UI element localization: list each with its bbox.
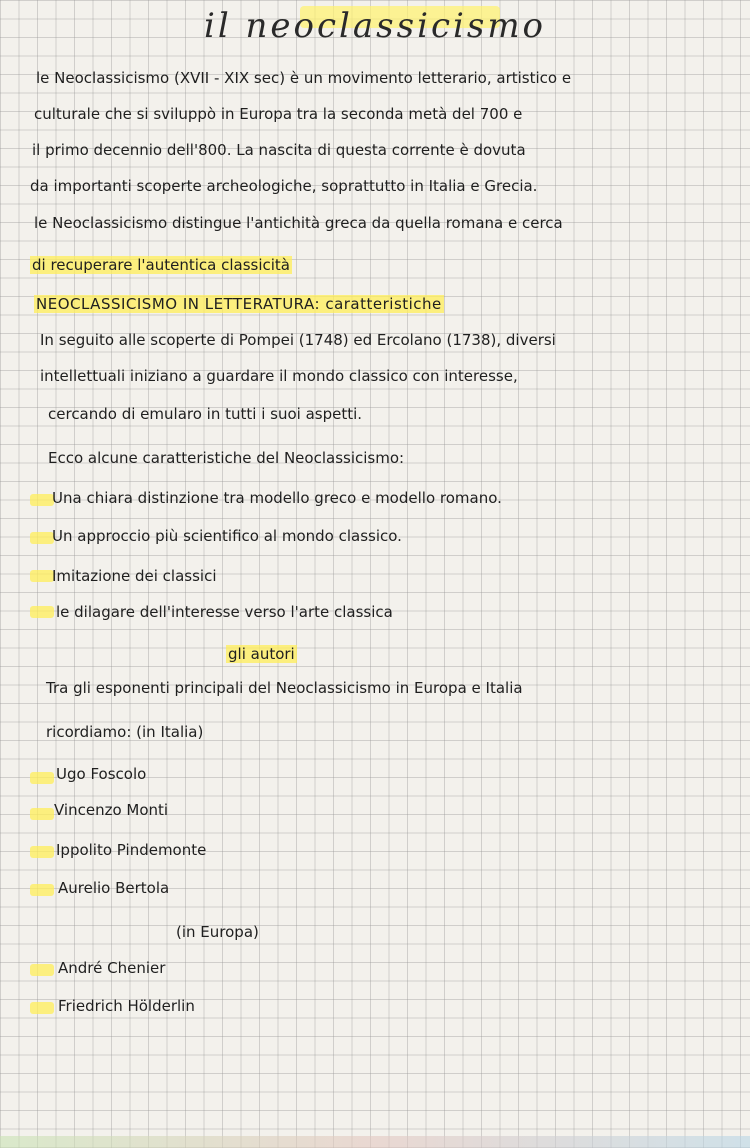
bullet-highlight	[30, 494, 54, 506]
authors-intro-line: ricordiamo: (in Italia)	[46, 723, 204, 741]
characteristic-item: Imitazione dei classici	[52, 567, 217, 585]
authors-intro-line: Tra gli esponenti principali del Neoclassicismo in Europa e Italia	[46, 679, 523, 697]
europe-label: (in Europa)	[176, 923, 259, 941]
bullet-highlight	[30, 532, 54, 544]
bullet-highlight	[30, 846, 54, 858]
intro-line: le Neoclassicismo (XVII - XIX sec) è un movimento letterario, artistico e	[36, 69, 572, 87]
bullet-highlight	[30, 1002, 54, 1014]
bullet-highlight	[30, 606, 54, 618]
bullet-highlight	[30, 884, 54, 896]
intro-line: le Neoclassicismo distingue l'antichità greca da quella romana e cerca	[34, 214, 563, 232]
bullet-highlight	[30, 964, 54, 976]
section-line: intellettuali iniziano a guardare il mondo classico con interesse,	[40, 367, 518, 385]
section-line: Ecco alcune caratteristiche del Neoclassicismo:	[48, 449, 405, 467]
authors-heading	[226, 644, 297, 664]
section-heading	[34, 294, 444, 314]
author-item: Friedrich Hölderlin	[58, 997, 195, 1015]
page-edge	[0, 1136, 750, 1148]
characteristic-item: Una chiara distinzione tra modello greco e modello romano.	[52, 489, 502, 507]
author-item: Aurelio Bertola	[58, 879, 170, 897]
section-line: In seguito alle scoperte di Pompei (1748) ed Ercolano (1738), diversi	[40, 331, 556, 349]
intro-line: il primo decennio dell'800. La nascita di questa corrente è dovuta	[32, 141, 526, 159]
bullet-highlight	[30, 772, 54, 784]
characteristic-item: Un approccio più scientifico al mondo classico.	[52, 527, 402, 545]
author-item: Ippolito Pindemonte	[56, 841, 207, 859]
authors-heading-text: gli autori	[228, 645, 295, 663]
bullet-highlight	[30, 570, 54, 582]
section-line: cercando di emularo in tutti i suoi aspetti.	[48, 405, 363, 423]
section-heading-text: NEOCLASSICISMO IN LETTERATURA: caratteristiche	[36, 295, 442, 313]
intro-line-highlighted	[30, 255, 292, 275]
bullet-highlight	[30, 808, 54, 820]
author-item: André Chenier	[58, 959, 166, 977]
page-title: il neoclassicismo	[203, 6, 547, 46]
intro-line: da importanti scoperte archeologiche, soprattutto in Italia e Grecia.	[30, 177, 538, 195]
author-item: Ugo Foscolo	[56, 765, 147, 783]
author-item: Vincenzo Monti	[54, 801, 169, 819]
characteristic-item: le dilagare dell'interesse verso l'arte classica	[56, 603, 393, 621]
highlighted-text: di recuperare l'autentica classicità	[32, 256, 290, 274]
intro-line: culturale che si sviluppò in Europa tra la seconda metà del 700 e	[34, 105, 523, 123]
